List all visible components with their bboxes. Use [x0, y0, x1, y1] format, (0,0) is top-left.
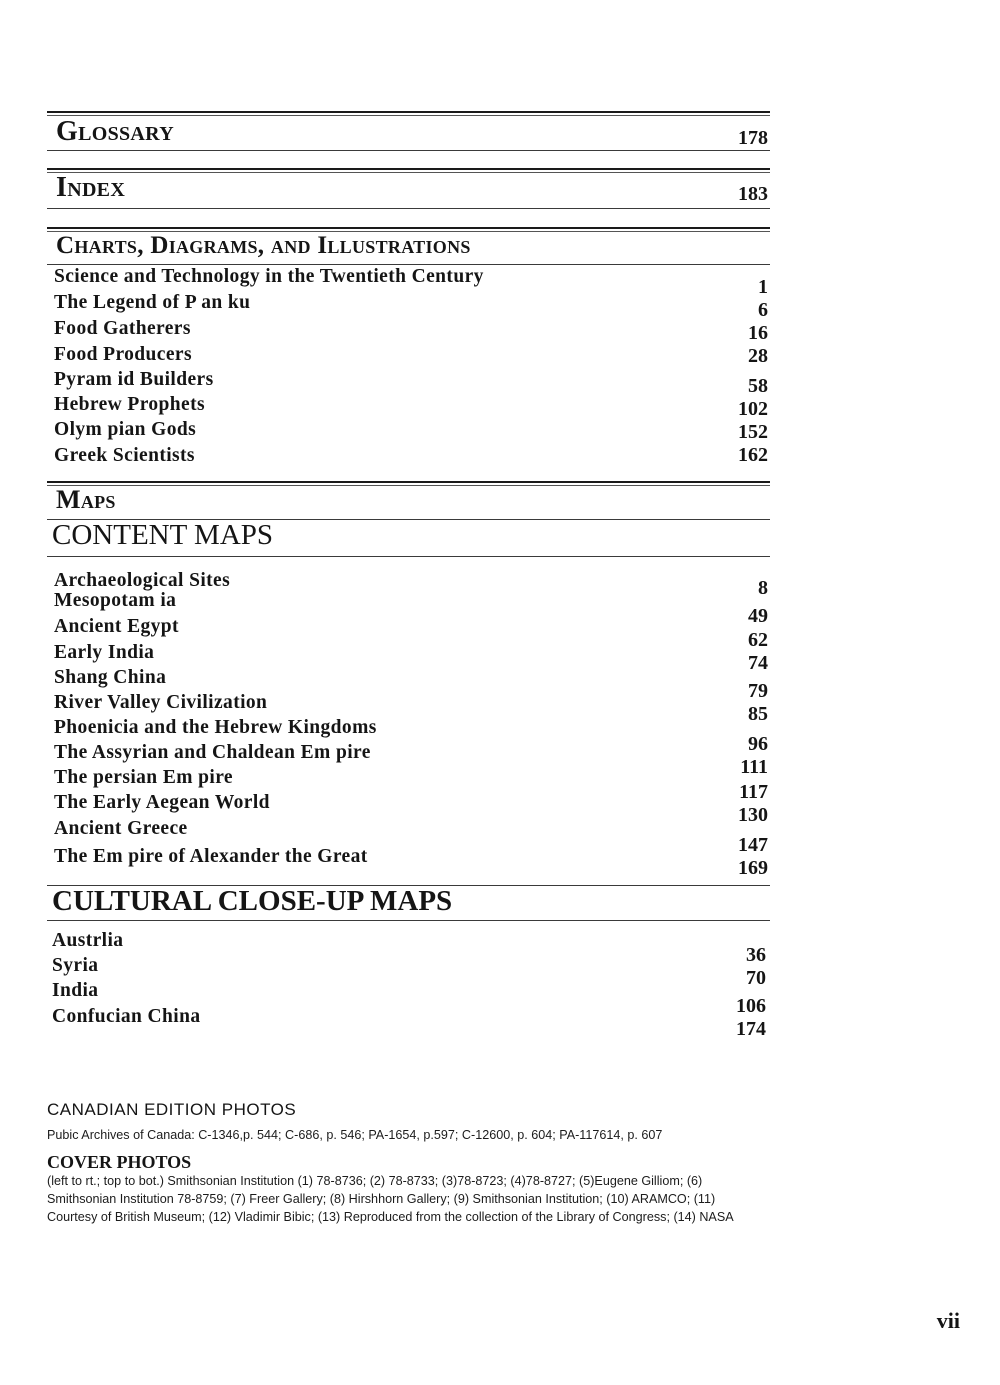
- list-item-page: 1: [758, 276, 768, 298]
- list-item: Ancient Egypt: [54, 616, 179, 637]
- list-item-page: 96: [748, 733, 768, 755]
- cover-photos-credit-line: Smithsonian Institution 78-8759; (7) Freer Gallery; (8) Hirshhorn Gallery; (9) Smithsonian Institution; (10) ARAMCO; (11): [47, 1192, 716, 1206]
- list-item: Early India: [54, 642, 155, 663]
- canadian-photos-heading: CANADIAN EDITION PHOTOS: [47, 1100, 297, 1119]
- list-item: Archaeological Sites: [54, 570, 231, 591]
- list-item-page: 79: [748, 680, 768, 702]
- list-item-page: 58: [748, 375, 768, 397]
- list-item: Syria: [52, 955, 99, 976]
- list-item-page: 8: [758, 577, 768, 599]
- maps-heading: Maps: [56, 485, 116, 514]
- list-item: Food Gatherers: [54, 318, 191, 339]
- maps-top-rule: [47, 481, 770, 486]
- list-item: Science and Technology in the Twentieth Century: [54, 266, 484, 287]
- list-item: Mesopotam ia: [54, 590, 177, 611]
- list-item-page: 147: [738, 834, 768, 856]
- list-item: The Legend of P an ku: [54, 292, 251, 313]
- cultural-maps-heading: CULTURAL CLOSE-UP MAPS: [52, 885, 453, 917]
- cultural-maps-bottom-rule: [47, 920, 770, 921]
- charts-bottom-rule: [47, 264, 770, 265]
- page-number: vii: [936, 1308, 960, 1333]
- index-page: 183: [738, 183, 768, 205]
- list-item: India: [52, 980, 99, 1001]
- list-item-page: 62: [748, 629, 768, 651]
- list-item-page: 102: [738, 398, 768, 420]
- list-item-page: 130: [738, 804, 768, 826]
- list-item-page: 162: [738, 444, 768, 466]
- list-item-page: 70: [746, 967, 766, 989]
- index-top-rule: [47, 168, 770, 173]
- list-item-page: 85: [748, 703, 768, 725]
- list-item: Ancient Greece: [54, 818, 188, 839]
- cover-photos-credit-line: Courtesy of British Museum; (12) Vladimir Bibic; (13) Reproduced from the collection of the Library of Congress; (14) NASA: [47, 1210, 734, 1224]
- list-item: Confucian China: [52, 1006, 201, 1027]
- list-item-page: 74: [748, 652, 768, 674]
- list-item-page: 111: [740, 756, 768, 778]
- list-item: The Assyrian and Chaldean Em pire: [54, 742, 371, 763]
- glossary-bottom-rule: [47, 150, 770, 151]
- list-item: The persian Em pire: [54, 767, 233, 788]
- cover-photos-heading: COVER PHOTOS: [47, 1152, 192, 1172]
- list-item-page: 6: [758, 299, 768, 321]
- list-item-page: 117: [739, 781, 768, 803]
- list-item-page: 152: [738, 421, 768, 443]
- list-item: Shang China: [54, 667, 167, 688]
- glossary-page: 178: [738, 127, 768, 149]
- list-item: The Early Aegean World: [54, 792, 270, 813]
- list-item: Hebrew Prophets: [54, 394, 205, 415]
- charts-heading: Charts, Diagrams, and Illustrations: [56, 232, 471, 259]
- content-maps-bottom-rule: [47, 556, 770, 557]
- list-item: The Em pire of Alexander the Great: [54, 846, 368, 867]
- index-bottom-rule: [47, 208, 770, 209]
- list-item-page: 28: [748, 345, 768, 367]
- list-item: Food Producers: [54, 344, 192, 365]
- list-item-page: 36: [746, 944, 766, 966]
- list-item-page: 174: [736, 1018, 766, 1040]
- list-item: Pyram id Builders: [54, 369, 214, 390]
- list-item: Greek Scientists: [54, 445, 195, 466]
- canadian-photos-credit: Pubic Archives of Canada: C-1346,p. 544; C-686, p. 546; PA-1654, p.597; C-12600, p. 604; PA-117614, p. 607: [47, 1128, 663, 1142]
- list-item: Austrlia: [52, 930, 124, 951]
- list-item-page: 49: [748, 605, 768, 627]
- list-item: Olym pian Gods: [54, 419, 197, 440]
- glossary-heading: Glossary: [56, 116, 174, 147]
- cover-photos-credit-line: (left to rt.; top to bot.) Smithsonian Institution (1) 78-8736; (2) 78-8733; (3)78-8723; (4)78-8727; (5)Eugene Gilliom; (6): [47, 1174, 703, 1188]
- list-item-page: 169: [738, 857, 768, 879]
- index-heading: Index: [56, 172, 126, 203]
- list-item: Phoenicia and the Hebrew Kingdoms: [54, 717, 377, 738]
- content-maps-heading: CONTENT MAPS: [52, 519, 274, 551]
- list-item: River Valley Civilization: [54, 692, 268, 713]
- list-item-page: 106: [736, 995, 766, 1017]
- list-item-page: 16: [748, 322, 768, 344]
